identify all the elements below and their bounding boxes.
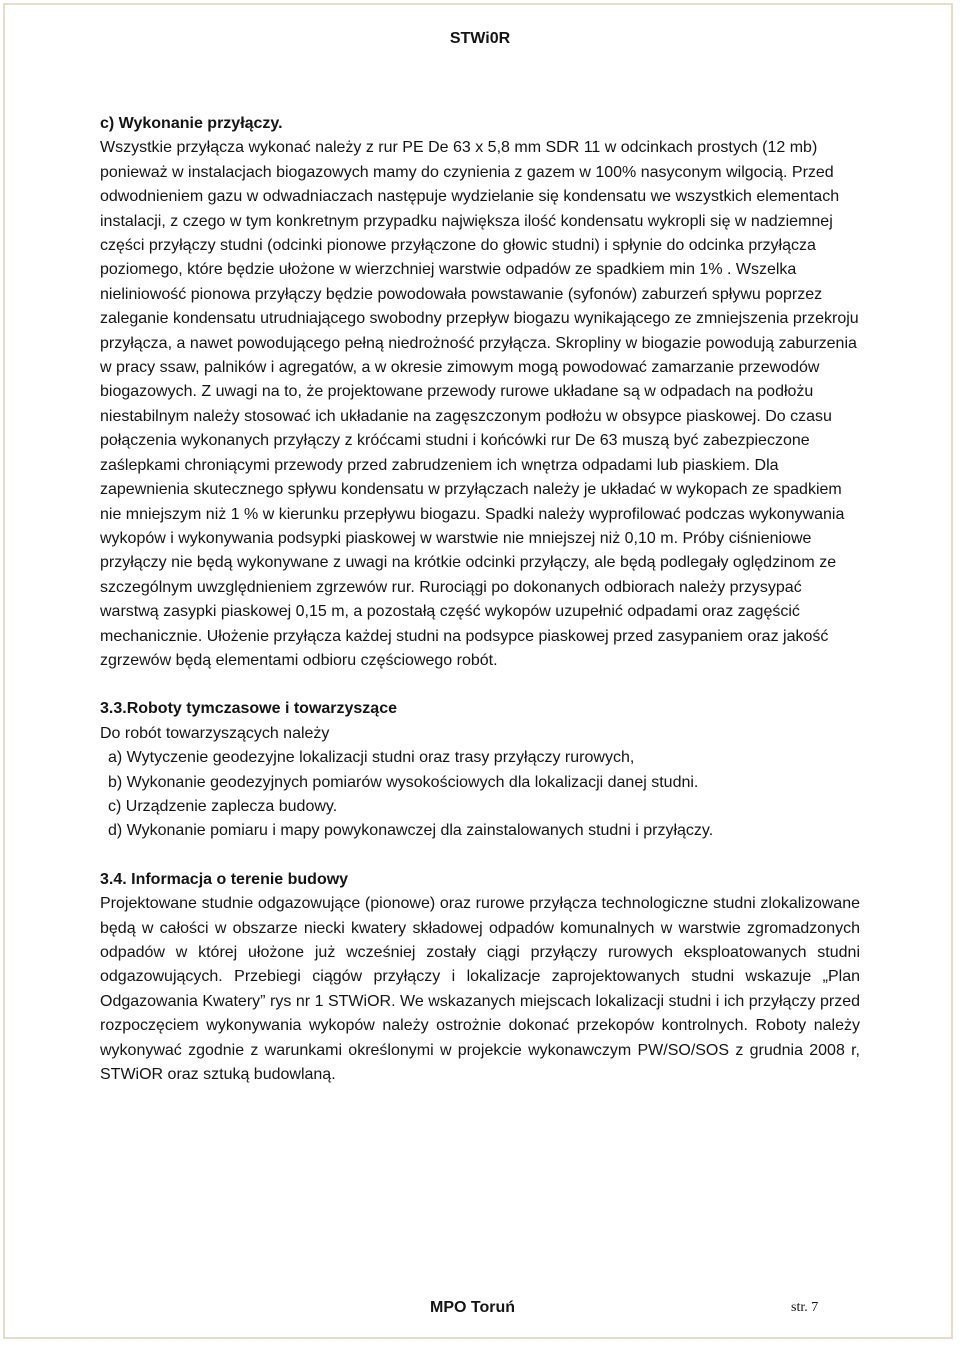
footer-page-number: str. 7 (791, 1300, 819, 1315)
section-34-paragraph: Projektowane studnie odgazowujące (pionowe) oraz rurowe przyłącza technologiczne studni zlokalizowane będą w całości w obszarze niecki kwatery składowej odpadów komunalnych w warstwie zgromadzonych odpadów w której ułożone już wcześniej zostały ciągi przyłączy rurowych eksploatowanych studni odgazowujących. Przebiegi ciągów przyłączy i lokalizacje zaprojektowanych studni wskazuje „Plan Odgazowania Kwatery” rys nr 1 STWiOR. We wskazanych miejscach lokalizacji studni i ich przyłączy przed rozpoczęciem wykonywania wykopów należy ostrożnie dokonać przekopów kontrolnych. Roboty należy wykonywać zgodnie z warunkami określonymi w projekcie wykonawczym PW/SO/SOS z grudnia 2008 r, STWiOR oraz sztuką budowlaną. (100, 895, 860, 1084)
section-33-list (100, 746, 860, 844)
document-body (100, 112, 860, 1087)
section-c-intro: Wszystkie przyłącza wykonać należy z rur PE De 63 x 5,8 mm SDR 11 w odcinkach prostych (12 mb) ponieważ w instalacjach biogazowych mamy do czynienia z gazem w 100% nasyconym wilgocią. (100, 139, 818, 181)
section-33-heading: 3.3.Roboty tymczasowe i towarzyszące (100, 700, 397, 718)
section-34-heading: 3.4. Informacja o terenie budowy (100, 870, 349, 888)
list-item: c) Urządzenie zaplecza budowy. (108, 797, 338, 815)
spacer (100, 673, 860, 697)
list-item: a) Wytyczenie geodezyjne lokalizacji studni oraz trasy przyłączy rurowych, (108, 749, 635, 767)
section-c-heading: c) Wykonanie przyłączy. (100, 115, 283, 132)
footer-company: MPO Toruń (430, 1299, 516, 1316)
spacer (100, 844, 860, 868)
page-header: STWi0R (449, 30, 511, 47)
section-33-intro: Do robót towarzyszących należy (100, 724, 330, 742)
list-item: b) Wykonanie geodezyjnych pomiarów wysokościowych dla lokalizacji danej studni. (108, 773, 699, 791)
section-c-paragraph (100, 136, 860, 673)
list-item: d) Wykonanie pomiaru i mapy powykonawczej dla zainstalowanych studni i przyłączy. (108, 822, 714, 840)
section-c-body: Przed odwodnieniem gazu w odwadniaczach następuje wydzielanie się kondensatu we wszystkich elementach instalacji, z czego w tym konkretnym przypadku największa ilość kondensatu wykropli się w nadziemnej części przyłączy studni (odcinki pionowe przyłączone do głowic studni) i spłynie do odcinka przyłącza poziomego, które będzie ułożone w wierzchniej warstwie odpadów ze spadkiem min 1% . Wszelka nieliniowość pionowa przyłączy będzie powodowała powstawanie (syfonów) zaburzeń spływu poprzez zaleganie kondensatu utrudniającego swobodny przepływ biogazu wynikającego ze zmniejszenia przekroju przyłącza, a nawet powodującego pełną niedrożność przyłącza. Skropliny w biogazie powodują zaburzenia w pracy ssaw, palników i agregatów, a w okresie zimowym mogą powodować zamarzanie przewodów biogazowych. Z uwagi na to, że projektowane przewody rurowe układane są w odpadach na podłożu niestabilnym należy stosować ich układanie na zagęszczonym podłożu w obsypce piaskowej. Do czasu połączenia wykonanych przyłączy z króćcami studni i końcówki rur De 63 muszą być zabezpieczone zaślepkami chroniącymi przewody przed zabrudzeniem ich wnętrza odpadami lub piaskiem. Dla zapewnienia skutecznego spływu kondensatu w przyłączach należy je układać w wykopach ze spadkiem nie mniejszym niż 1 % w kierunku przepływu biogazu. Spadki należy wyprofilować podczas wykonywania wykopów i wykonywania podsypki piaskowej w warstwie nie mniejszej niż 0,10 m. Próby ciśnieniowe przyłączy nie będą wykonywane z uwagi na krótkie odcinki przyłączy, ale będą podlegały oględzinom ze szczególnym uwzględnieniem zgrzewów rur. Rurociągi po dokonanych odbiorach należy przysypać warstwą zasypki piaskowej 0,15 m, a pozostałą część wykopów uzupełnić odpadami oraz zagęścić mechanicznie. Ułożenie przyłącza każdej studni na podsypce piaskowej przed zasypaniem oraz jakość zgrzewów będą elementami odbioru częściowego robót. (100, 163, 859, 669)
